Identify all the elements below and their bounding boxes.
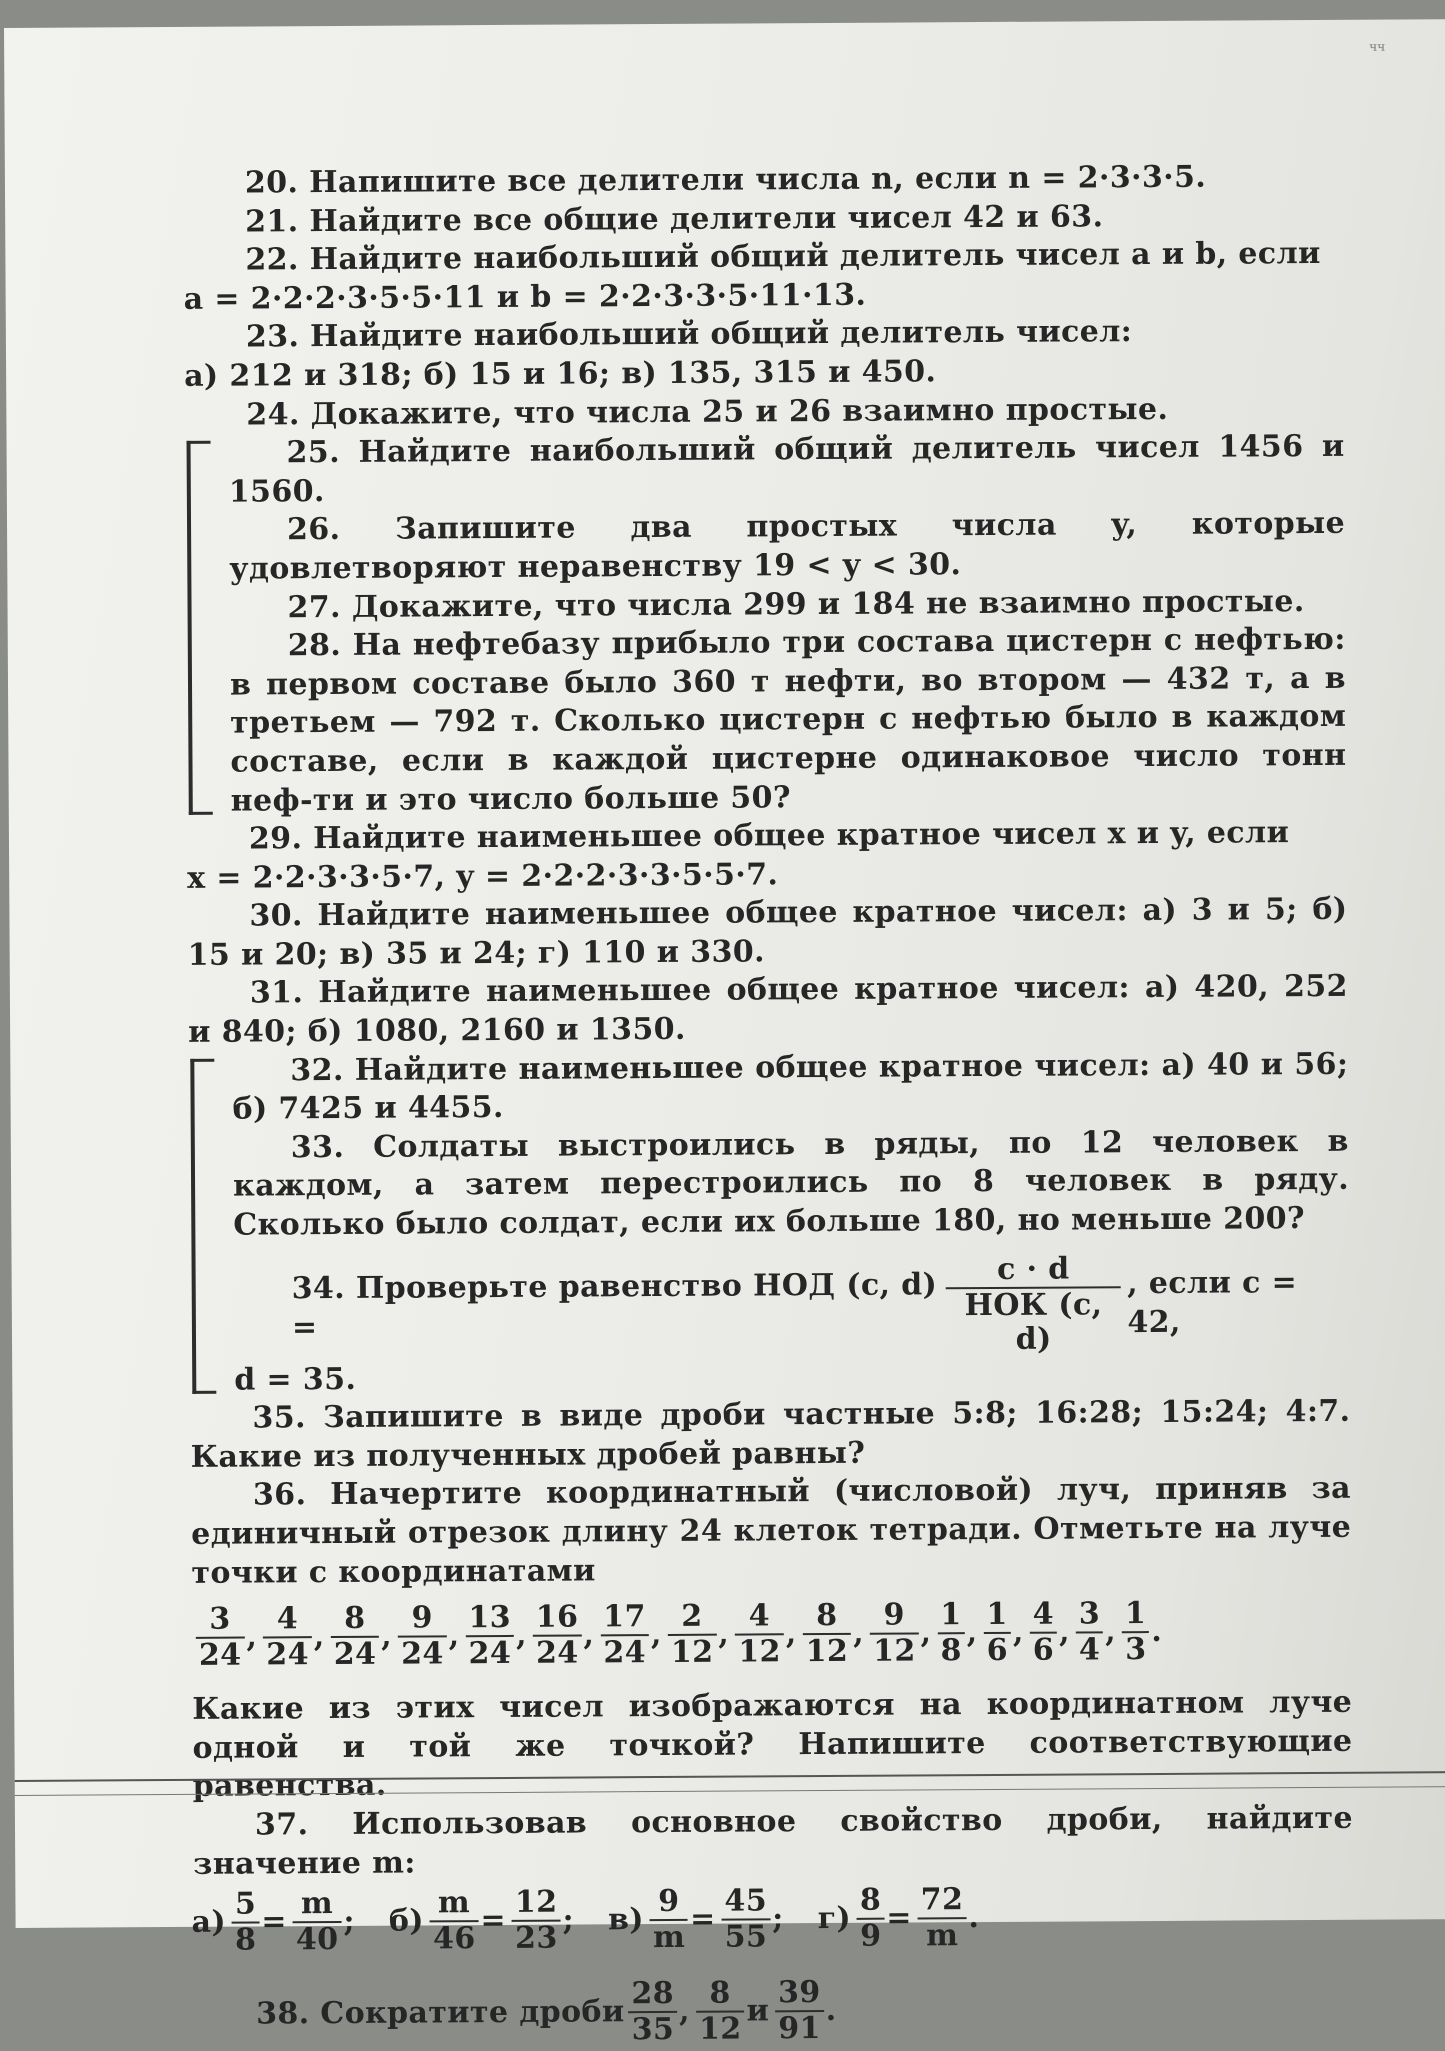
equals-sign: = (689, 1901, 716, 1937)
fraction-separator: , (966, 1614, 978, 1651)
equation-item (388, 1884, 577, 1957)
equals-sign: = (886, 1900, 912, 1936)
fraction-numerator: 12 (512, 1886, 561, 1922)
fraction-denominator: m (926, 1918, 959, 1954)
fraction-separator: , (920, 1615, 932, 1651)
bracket-group-25-28 (184, 428, 1346, 821)
exercise-34-fraction (945, 1252, 1121, 1357)
coordinate-fraction (196, 1603, 245, 1673)
fraction-separator: , (1058, 1614, 1070, 1650)
exercise-29-line1: 29. Найдите наименьшее общее кратное чисел x и y, если (248, 815, 1290, 857)
textbook-page (4, 19, 1445, 2048)
equation-right-fraction (293, 1887, 342, 1957)
reduce-fraction (775, 1976, 824, 2046)
fraction-denominator: 12 (873, 1633, 916, 1669)
fraction-numerator: 45 (721, 1885, 770, 1921)
fraction-numerator: 4 (263, 1602, 312, 1638)
fraction-numerator: 8 (330, 1602, 379, 1638)
fraction-denominator: 12 (670, 1634, 714, 1671)
fraction-separator: . (1151, 1613, 1163, 1649)
coordinate-fraction (937, 1598, 965, 1668)
fraction-numerator: 28 (628, 1977, 677, 2013)
fraction-denominator: 9 (860, 1918, 882, 1954)
equation-left-fraction (430, 1886, 479, 1956)
bracket-group-32-34 (188, 1045, 1350, 1400)
fraction-denominator: 24 (333, 1636, 377, 1673)
exercise-36: 36. Начертите координатный (числовой) луч, приняв за единичный отрезок длину 24 клеток тетради. Отметьте на луче точки с координатами (191, 1471, 1352, 1591)
fraction-numerator: 9 (870, 1599, 919, 1635)
exercise-34-text: 34. Проверьте равенство НОД (c, d) = (291, 1267, 938, 1345)
fraction-denominator: 12 (698, 2011, 742, 2047)
fraction-denominator: 24 (535, 1635, 579, 1671)
equation-label: а) (191, 1904, 227, 1940)
equation-label: г) (817, 1900, 852, 1936)
exercise-34 (234, 1250, 1351, 1361)
coordinate-fraction (330, 1602, 379, 1672)
fraction-numerator: 5 (232, 1888, 260, 1924)
coordinate-fraction (802, 1599, 851, 1669)
exercise-28: 28. На нефтебазу прибыло три состава цистерн с нефтью: в первом составе было 360 т нефти, во втором — 432 т, а в третьем — 792 т. Сколько цистерн с нефтью было в каждом составе, если в каждой цистерне одинаковое число тонн неф-ти и это число больше 50? (229, 621, 1347, 819)
fraction-numerator: 4 (735, 1599, 784, 1635)
fraction-numerator: 3 (196, 1603, 245, 1639)
fraction-denominator: 24 (401, 1636, 444, 1672)
equation-end: ; (772, 1901, 784, 1937)
fraction-denominator: 12 (738, 1634, 781, 1670)
equation-end: . (968, 1899, 980, 1936)
equation-right-fraction (918, 1883, 967, 1953)
fraction-numerator: 1 (1122, 1597, 1150, 1633)
fraction-numerator: c · d (945, 1252, 1121, 1289)
fraction-denominator: 55 (724, 1919, 768, 1955)
fraction-separator: , (650, 1616, 662, 1652)
equation-right-fraction (512, 1886, 561, 1956)
coordinate-fraction (398, 1602, 447, 1672)
fraction-separator: , (1012, 1614, 1024, 1650)
fraction-separator: , (448, 1618, 460, 1654)
fraction-denominator: 4 (1078, 1632, 1101, 1668)
reduce-fraction (628, 1977, 677, 2047)
exercise-32: 32. Найдите наименьшее общее кратное чисел: а) 40 и 56; б) 7425 и 4455. (232, 1046, 1349, 1127)
fraction-separator: , (313, 1618, 325, 1655)
bracket-marker (187, 441, 213, 815)
fraction-separator: , (853, 1615, 865, 1651)
fraction-denominator: 40 (295, 1922, 339, 1958)
exercise-36-question: Какие из этих чисел изображаются на координатном луче одной и той же точкой? Напишите соответствующие равенства. (192, 1684, 1353, 1805)
fraction-numerator: 72 (918, 1883, 967, 1919)
exercise-31: 31. Найдите наименьшее общее кратное чисел: а) 420, 252 и 840; б) 1080, 2160 и 1350. (188, 969, 1348, 1050)
equation-left-fraction (857, 1884, 885, 1954)
exercise-25: 25. Найдите наибольший общий делитель чисел 1456 и 1560. (228, 428, 1345, 510)
fraction-numerator: 4 (1030, 1598, 1058, 1634)
fraction-denominator: 6 (1032, 1632, 1055, 1668)
exercise-list (183, 158, 1354, 2050)
fraction-denominator: 24 (266, 1637, 310, 1673)
coordinate-fraction (668, 1600, 717, 1670)
reduce-fraction (696, 1977, 745, 2047)
fraction-denominator: 46 (432, 1921, 476, 1957)
fraction-separator: , (1105, 1614, 1117, 1650)
coordinate-fraction (870, 1599, 919, 1669)
bracket-marker (190, 1058, 216, 1394)
coordinate-fraction (1122, 1597, 1150, 1667)
exercise-29-line2: x = 2·2·3·3·5·7, y = 2·2·2·3·3·5·5·7. (187, 856, 779, 896)
fraction-numerator: 16 (533, 1601, 582, 1637)
fraction-denominator: 8 (940, 1633, 962, 1669)
coordinate-fraction (1030, 1598, 1058, 1668)
fraction-joiner: . (825, 1992, 837, 2028)
equation-end: ; (562, 1902, 575, 1938)
fraction-numerator: 3 (1076, 1598, 1104, 1634)
fraction-denominator: 12 (805, 1634, 849, 1670)
fraction-denominator: m (652, 1920, 686, 1956)
fraction-separator: , (785, 1616, 797, 1652)
equation-label: в) (607, 1901, 645, 1938)
fraction-separator: , (381, 1618, 393, 1654)
fraction-numerator: 1 (983, 1598, 1011, 1634)
exercise-38 (194, 1973, 1354, 2050)
fraction-denominator: 3 (1125, 1632, 1147, 1668)
equation-end: ; (343, 1903, 355, 1939)
fraction-joiner: и (746, 1993, 770, 2029)
exercise-37: 37. Использовав основное свойство дроби, найдите значение m: (193, 1800, 1354, 1882)
equation-item (193, 1887, 357, 1958)
equation-left-fraction (650, 1885, 689, 1955)
fraction-denominator: НОК (c, d) (964, 1286, 1103, 1357)
fraction-denominator: 23 (515, 1920, 558, 1957)
exercise-24: 24. Докажите, что числа 25 и 26 взаимно простые. (246, 391, 1169, 433)
equation-label: б) (388, 1903, 425, 1939)
exercise-36-fractions (192, 1596, 1352, 1673)
fraction-numerator: 9 (398, 1602, 447, 1638)
exercise-30: 30. Найдите наименьшее общее кратное чисел: а) 3 и 5; б) 15 и 20; в) 35 и 24; г) 110 и 330. (187, 892, 1348, 973)
corner-mark: чч (1369, 39, 1386, 54)
fraction-separator: , (583, 1617, 595, 1653)
coordinate-fraction (600, 1600, 649, 1670)
fraction-denominator: 6 (986, 1633, 1009, 1669)
fraction-separator: , (515, 1617, 528, 1653)
fraction-numerator: m (430, 1886, 479, 1922)
fraction-numerator: 17 (600, 1600, 649, 1636)
exercise-20: 20. Напишите все делители числа n, если n = 2·3·3·5. (244, 159, 1207, 201)
fraction-numerator: 2 (668, 1600, 717, 1636)
equation-item (819, 1883, 981, 1954)
fraction-denominator: 24 (468, 1636, 512, 1672)
exercise-33: 33. Солдаты выстроились в ряды, по 12 человек в каждом, а затем перестроились по 8 человек в ряду. Сколько было солдат, если их больше 180, но меньше 200? (232, 1123, 1350, 1243)
exercise-23-line1: 23. Найдите наибольший общий делитель чисел: (245, 314, 1133, 355)
equals-sign: = (261, 1904, 287, 1940)
fraction-numerator: 39 (775, 1976, 824, 2012)
exercise-27: 27. Докажите, что числа 299 и 184 не взаимно простые. (287, 583, 1305, 625)
coordinate-fraction (533, 1601, 582, 1671)
fraction-denominator: 8 (235, 1922, 257, 1958)
exercise-23-line2: а) 212 и 318; б) 15 и 16; в) 135, 315 и 450. (184, 354, 937, 394)
fraction-joiner: , (678, 1993, 691, 2029)
fraction-numerator: 8 (696, 1977, 745, 2013)
exercise-34-line2: d = 35. (234, 1361, 357, 1398)
fraction-numerator: 13 (465, 1601, 514, 1637)
fraction-numerator: m (293, 1887, 342, 1923)
coordinate-fraction (263, 1602, 312, 1672)
fraction-numerator: 9 (650, 1885, 688, 1921)
fraction-numerator: 8 (802, 1599, 851, 1635)
exercise-34-tail: , если c = 42, (1127, 1265, 1298, 1340)
fraction-denominator: 91 (778, 2011, 821, 2047)
exercise-35: 35. Запишите в виде дроби частные 5:8; 16:28; 15:24; 4:7. Какие из полученных дробей равны? (190, 1394, 1351, 1475)
exercise-22-line2: a = 2·2·2·3·5·5·11 и b = 2·2·3·3·5·11·13. (183, 277, 867, 317)
fraction-denominator: 35 (631, 2012, 675, 2048)
exercise-26: 26. Запишите два простых числа y, которые удовлетворяют неравенству 19 < y < 30. (229, 506, 1346, 587)
fraction-numerator: 8 (857, 1884, 885, 1920)
exercise-21: 21. Найдите все общие делители чисел 42 и 63. (245, 198, 1104, 240)
equation-left-fraction (232, 1888, 260, 1958)
exercise-38-text: 38. Сократите дроби (256, 1994, 625, 2032)
equals-sign: = (480, 1902, 507, 1938)
coordinate-fraction (983, 1598, 1011, 1668)
fraction-denominator: 24 (603, 1635, 647, 1671)
coordinate-fraction (465, 1601, 514, 1671)
coordinate-fraction (1076, 1598, 1104, 1668)
fraction-numerator: 1 (937, 1598, 965, 1634)
fraction-separator: , (246, 1619, 258, 1655)
fraction-denominator: 24 (198, 1637, 242, 1674)
exercise-22-line1: 22. Найдите наибольший общий делитель чисел a и b, если (245, 236, 1321, 278)
exercise-37-equations (193, 1881, 1353, 1958)
fraction-separator: , (718, 1616, 730, 1652)
coordinate-fraction (735, 1599, 784, 1669)
